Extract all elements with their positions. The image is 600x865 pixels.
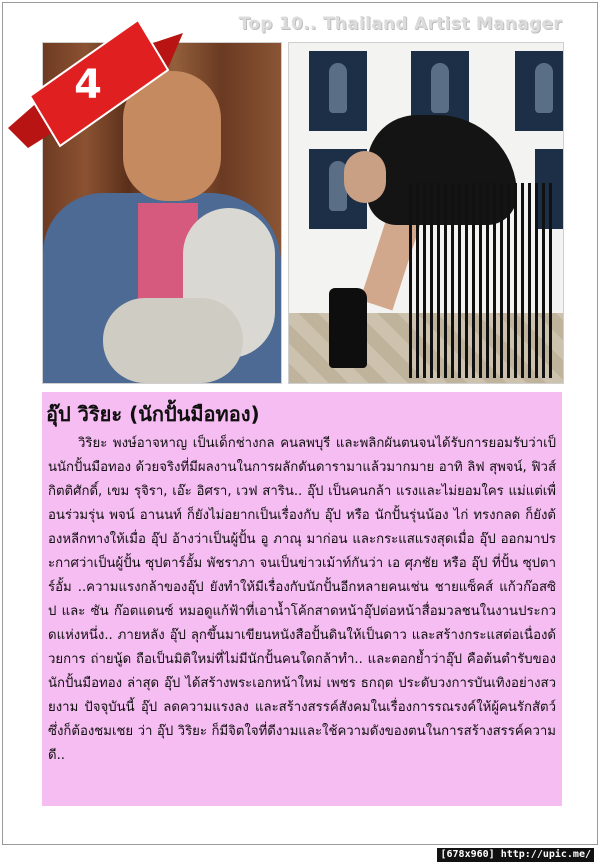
photo-head-shape — [344, 151, 386, 203]
photo-boot-shape — [329, 288, 367, 368]
article-body: วิริยะ พงษ์อาจหาญ เป็นเด็กช่างกล คนลพบุรี และพลิกผันตนจนได้รับการยอมรับว่าเป็นนักปั้นมือทอง ด้วยจริงที่มีผลงานในการผลักดันดารามาแล้วมากมาย อาทิ ลิฟ สุพจน์, ฟิวส์ กิตติศักดิ์, เขม รุจิรา, เอ๊ะ อิศรา, เวฟ สาริน.. อุ๊ป เป็นคนกล้า แรงและไม่ยอมใคร แม่แต่เพื่อนร่วมรุ่น พจน์ อานนท์ ก็ยังไม่อยากเป็นเรื่องกับ อุ๊ป หรือ นักปั้นรุ่นน้อง ไก่ ทรงกลด ก็ยังต้องหลีกทางให้เมื่อ อุ๊ป อ้างว่าเป็นผู้ปั้น อู ภาณุ มาก่อน และกระแสแรงสุดเมื่อ อุ๊ป ออกมาประกาศว่าเป็นผู้ปั้น ซุปตาร์อั้ม พัชราภา จนเป็นข่าวเม้าท์กันว่า เอ ศุภชัย หรือ อุ๊ป ที่ปั้น ซุปตาร์อั้ม ..ความแรงกล้าของอุ๊ป ยังทำให้มีเรื่องกับนักปั้นอีกหลายคนเช่น ชายแซ็คส์ แก้วก๊อสซิป และ ซัน ก๊อตแดนซ์ หมอดูแก้ฟ้าที่เอาน้ำโค้กสาดหน้าอุ๊ปต่อหน้าสื่อมวลชนในงานประกวดแห่งหนึ่ง.. ภายหลัง อุ๊ป ลุกขึ้นมาเขียนหนังสือปั้นดินให้เป็นดาว และสร้างกระแสต่อเนื่องด้วยการ ถ่ายนู้ด ถือเป็นมิติใหม่ที่ไม่มีนักปั้นคนใดกล้าทำ.. และตอกย้ำว่าอุ๊ป คือต้นตำรับของนักปั้นมือทอง ล่าสุด อุ๊ป ได้สร้างพระเอกหน้าใหม่ เพชร ธกฤต ประดับวงการบันเทิงอย่างสวยงาม ปัจจุบันนี้ อุ๊ป ลดความแรงลง และสร้างสรรค์สังคมในเรื่องการรณรงค์ให้ผู้คนรักสัตว์ ซึ่งก็ต้องชมเชย ว่า อุ๊ป วิริยะ ก็มีจิตใจที่ดีงามและใช้ความดังของตนในการสร้างสรรค์ความดี.. — [48, 436, 556, 763]
wall-poster — [309, 51, 367, 131]
article-title: อุ๊ป วิริยะ (นักปั้นมือทอง) — [46, 402, 260, 426]
image-host-watermark: [678x960] http://upic.me/ — [437, 848, 594, 862]
photo-kitten-shape — [103, 298, 243, 383]
rank-number: 4 — [74, 62, 102, 108]
page-header-title: Top 10.. Thailand Artist Manager — [238, 14, 562, 34]
photo-fringe-shape — [409, 183, 554, 378]
wall-poster — [515, 51, 564, 131]
dancer-photo — [288, 42, 564, 384]
article-panel — [42, 392, 562, 806]
rank-ribbon-badge — [8, 8, 183, 168]
